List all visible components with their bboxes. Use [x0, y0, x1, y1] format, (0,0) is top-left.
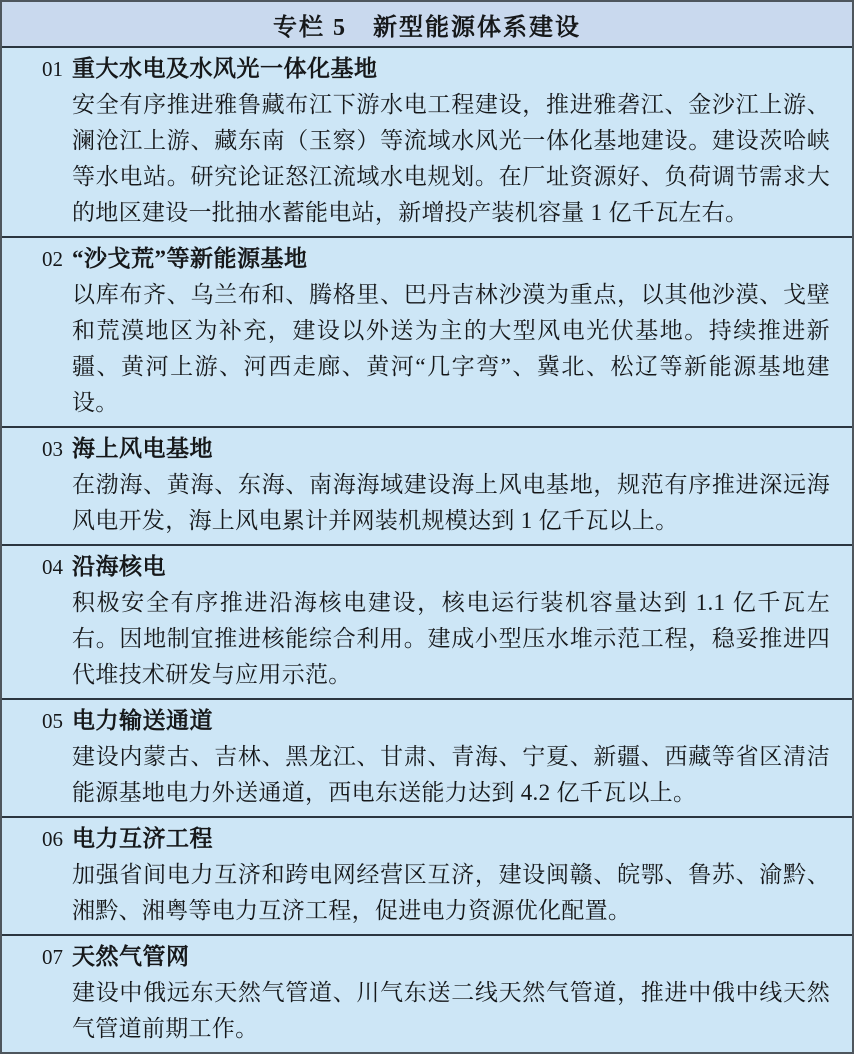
section-body: 建设中俄远东天然气管道、川气东送二线天然气管道，推进中俄中线天然气管道前期工作。 — [72, 980, 830, 1041]
section-title: 海上风电基地 — [72, 436, 213, 461]
section-desert-new-energy-bases — [2, 238, 852, 428]
section-number: 01 — [42, 57, 63, 81]
section-offshore-wind — [2, 428, 852, 546]
section-number: 05 — [42, 709, 63, 733]
section-coastal-nuclear — [2, 546, 852, 700]
section-natural-gas-pipelines — [2, 936, 852, 1052]
section-body: 加强省间电力互济和跨电网经营区互济，建设闽赣、皖鄂、鲁苏、渝黔、湘黔、湘粤等电力互济工程，促进电力资源优化配置。 — [72, 862, 830, 923]
section-heading — [42, 431, 830, 467]
section-title: 沿海核电 — [72, 554, 166, 579]
section-major-hydropower — [2, 48, 852, 238]
section-power-transmission-channels — [2, 700, 852, 818]
section-number: 02 — [42, 247, 63, 271]
section-title: 电力互济工程 — [72, 826, 213, 851]
section-heading — [42, 821, 830, 857]
section-number: 07 — [42, 945, 63, 969]
section-heading — [42, 939, 830, 975]
section-body: 建设内蒙古、吉林、黑龙江、甘肃、青海、宁夏、新疆、西藏等省区清洁能源基地电力外送通道，西电东送能力达到 4.2 亿千瓦以上。 — [72, 744, 830, 805]
section-number: 04 — [42, 555, 63, 579]
section-body: 在渤海、黄海、东海、南海海域建设海上风电基地，规范有序推进深远海风电开发，海上风电累计并网装机规模达到 1 亿千瓦以上。 — [72, 472, 830, 533]
section-body: 安全有序推进雅鲁藏布江下游水电工程建设，推进雅砻江、金沙江上游、澜沧江上游、藏东南（玉察）等流域水风光一体化基地建设。建设茨哈峡等水电站。研究论证怒江流域水电规划。在厂址资源好、负荷调节需求大的地区建设一批抽水蓄能电站，新增投产装机容量 1 亿千瓦左右。 — [72, 92, 830, 225]
section-body: 以库布齐、乌兰布和、腾格里、巴丹吉林沙漠为重点，以其他沙漠、戈壁和荒漠地区为补充，建设以外送为主的大型风电光伏基地。持续推进新疆、黄河上游、河西走廊、黄河“几字弯”、冀北、松辽等新能源基地建设。 — [72, 282, 830, 415]
section-title: 天然气管网 — [72, 944, 190, 969]
section-title: 重大水电及水风光一体化基地 — [72, 56, 378, 81]
panel-title: 专栏 5 新型能源体系建设 — [273, 14, 581, 41]
section-heading — [42, 241, 830, 277]
section-heading — [42, 703, 830, 739]
section-power-mutual-aid — [2, 818, 852, 936]
section-title: “沙戈荒”等新能源基地 — [72, 246, 308, 271]
section-heading — [42, 549, 830, 585]
section-title: 电力输送通道 — [72, 708, 213, 733]
section-number: 06 — [42, 827, 63, 851]
section-body: 积极安全有序推进沿海核电建设，核电运行装机容量达到 1.1 亿千瓦左右。因地制宜推进核能综合利用。建成小型压水堆示范工程，稳妥推进四代堆技术研发与应用示范。 — [72, 590, 830, 687]
panel-header — [2, 2, 852, 48]
section-heading — [42, 51, 830, 87]
section-number: 03 — [42, 437, 63, 461]
